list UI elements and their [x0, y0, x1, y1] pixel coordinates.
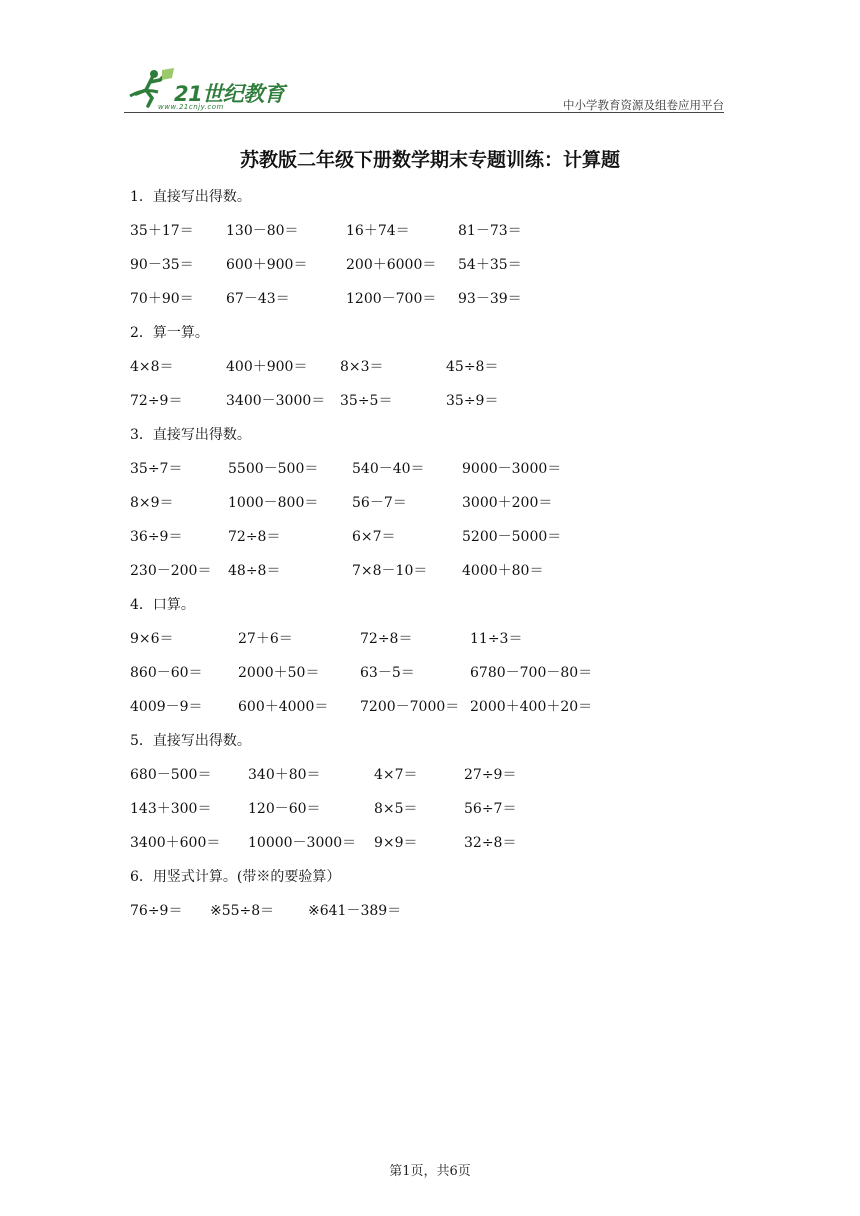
problem-item: 143＋300＝ — [130, 801, 212, 817]
section-heading: 3．直接写出得数。 — [130, 427, 251, 443]
problem-item: 93－39＝ — [458, 291, 522, 307]
problem-item: 8×3＝ — [340, 359, 384, 375]
logo — [124, 66, 294, 112]
problem-item: 35÷5＝ — [340, 393, 393, 409]
page-header — [124, 66, 724, 116]
problem-row — [130, 458, 750, 492]
problem-item: 5200－5000＝ — [462, 529, 562, 545]
problem-item: 35÷7＝ — [130, 461, 183, 477]
problem-item: 90－35＝ — [130, 257, 194, 273]
problem-item: 56÷7＝ — [464, 801, 517, 817]
problem-item: 9000－3000＝ — [462, 461, 562, 477]
problem-item: 9×6＝ — [130, 631, 174, 647]
problem-item: 3400＋600＝ — [130, 835, 221, 851]
header-slogan: 中小学教育资源及组卷应用平台 — [563, 98, 724, 112]
page-footer: 第1页，共6页 — [389, 1164, 471, 1179]
problem-item: 72÷8＝ — [360, 631, 413, 647]
problem-item: 11÷3＝ — [470, 631, 523, 647]
problem-item: 70＋90＝ — [130, 291, 194, 307]
problem-item: 81－73＝ — [458, 223, 522, 239]
problem-item: 130－80＝ — [226, 223, 299, 239]
problem-item: ※641－389＝ — [308, 903, 402, 919]
problem-item: 340＋80＝ — [248, 767, 321, 783]
problem-item: 16＋74＝ — [346, 223, 410, 239]
problem-row — [130, 526, 750, 560]
section-heading: 1．直接写出得数。 — [130, 189, 251, 205]
problem-item: 230－200＝ — [130, 563, 212, 579]
problem-item: 6×7＝ — [352, 529, 396, 545]
problem-item: 45÷8＝ — [446, 359, 499, 375]
problem-row — [130, 764, 750, 798]
problem-row — [130, 662, 750, 696]
problem-item: 56－7＝ — [352, 495, 407, 511]
problem-item: 6780－700－80＝ — [470, 665, 593, 681]
problem-item: ※55÷8＝ — [210, 903, 275, 919]
problem-row — [130, 390, 750, 424]
logo-url: www.21cnjy.com — [158, 103, 224, 111]
section-heading: 2．算一算。 — [130, 325, 209, 341]
problem-item: 9×9＝ — [374, 835, 418, 851]
problem-row — [130, 900, 750, 934]
problem-row — [130, 356, 750, 390]
problem-row — [130, 560, 750, 594]
problem-item: 200＋6000＝ — [346, 257, 437, 273]
problem-item: 27÷9＝ — [464, 767, 517, 783]
problem-item: 54＋35＝ — [458, 257, 522, 273]
problem-item: 76÷9＝ — [130, 903, 183, 919]
problem-item: 35＋17＝ — [130, 223, 194, 239]
problem-item: 35÷9＝ — [446, 393, 499, 409]
header-divider — [124, 112, 724, 113]
problem-item: 4×8＝ — [130, 359, 174, 375]
problem-item: 1200－700＝ — [346, 291, 437, 307]
problem-row — [130, 492, 750, 526]
section-heading: 6．用竖式计算。(带※的要验算） — [130, 869, 341, 885]
problem-item: 4000＋80＝ — [462, 563, 544, 579]
problem-item: 67－43＝ — [226, 291, 290, 307]
problem-row — [130, 832, 750, 866]
problem-item: 3400－3000＝ — [226, 393, 326, 409]
problem-item: 400＋900＝ — [226, 359, 308, 375]
problem-item: 48÷8＝ — [228, 563, 281, 579]
problem-item: 2000＋400＋20＝ — [470, 699, 593, 715]
problem-row — [130, 288, 750, 322]
problem-item: 4×7＝ — [374, 767, 418, 783]
problem-item: 600＋4000＝ — [238, 699, 329, 715]
problem-item: 7200－7000＝ — [360, 699, 460, 715]
exercise-content — [130, 186, 750, 934]
section-heading: 4．口算。 — [130, 597, 195, 613]
problem-row — [130, 628, 750, 662]
problem-item: 10000－3000＝ — [248, 835, 357, 851]
problem-item: 8×5＝ — [374, 801, 418, 817]
problem-item: 860－60＝ — [130, 665, 203, 681]
problem-item: 4009－9＝ — [130, 699, 203, 715]
problem-item: 5500－500＝ — [228, 461, 319, 477]
problem-item: 63－5＝ — [360, 665, 415, 681]
problem-row — [130, 798, 750, 832]
problem-row — [130, 220, 750, 254]
problem-item: 1000－800＝ — [228, 495, 319, 511]
problem-item: 540－40＝ — [352, 461, 425, 477]
problem-row — [130, 254, 750, 288]
problem-item: 8×9＝ — [130, 495, 174, 511]
problem-item: 3000＋200＝ — [462, 495, 553, 511]
problem-item: 72÷8＝ — [228, 529, 281, 545]
document-title: 苏教版二年级下册数学期末专题训练：计算题 — [239, 149, 620, 171]
problem-item: 680－500＝ — [130, 767, 212, 783]
problem-item: 36÷9＝ — [130, 529, 183, 545]
problem-item: 600＋900＝ — [226, 257, 308, 273]
logo-text: 21世纪教育 — [174, 82, 285, 106]
problem-row — [130, 696, 750, 730]
section-heading: 5．直接写出得数。 — [130, 733, 251, 749]
problem-item: 32÷8＝ — [464, 835, 517, 851]
problem-item: 120－60＝ — [248, 801, 321, 817]
problem-item: 2000＋50＝ — [238, 665, 320, 681]
problem-item: 27＋6＝ — [238, 631, 293, 647]
problem-item: 7×8－10＝ — [352, 563, 428, 579]
problem-item: 72÷9＝ — [130, 393, 183, 409]
